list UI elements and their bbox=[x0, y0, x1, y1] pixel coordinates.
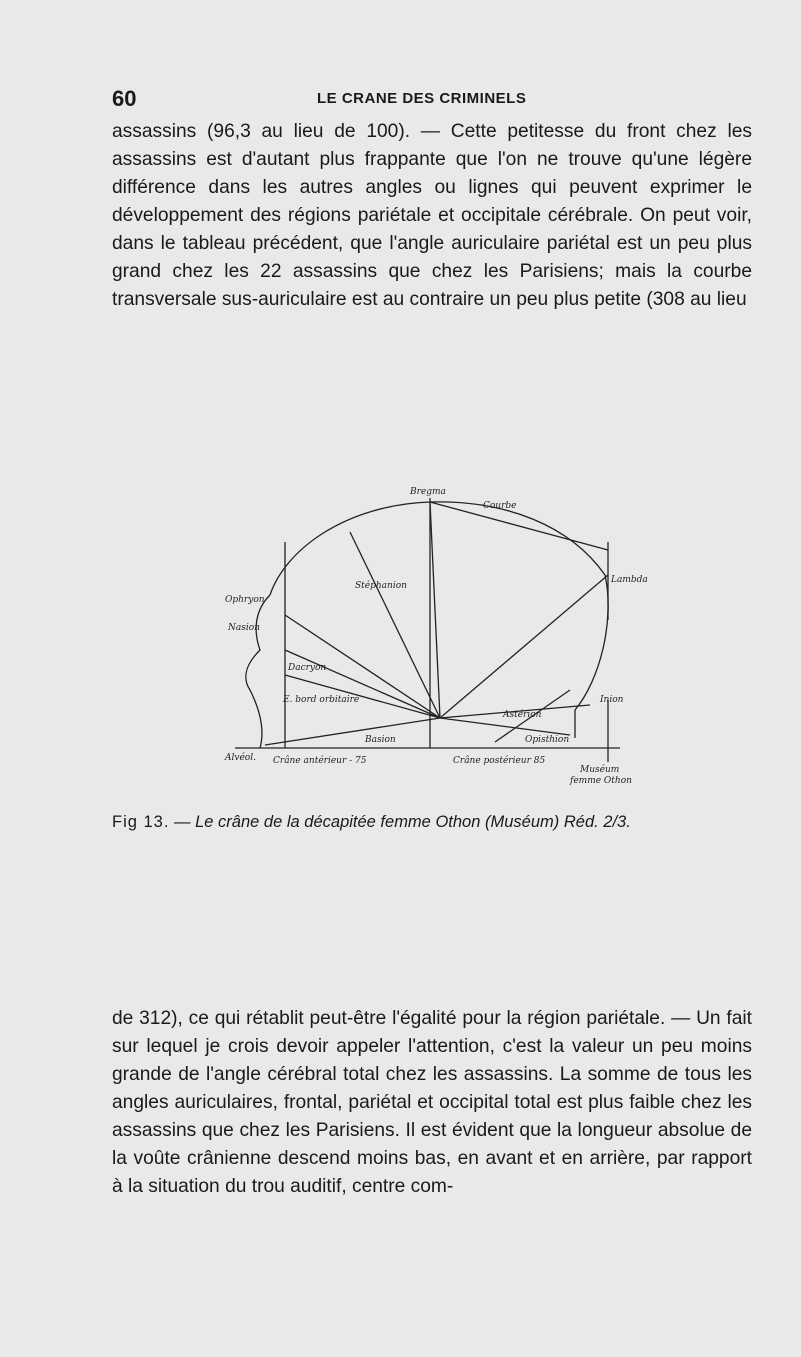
line-stephanion bbox=[350, 532, 440, 718]
skull-diagram bbox=[225, 480, 648, 786]
page-header bbox=[112, 86, 752, 116]
paragraph-bottom: de 312), ce qui rétablit peut-être l'égalité pour la région pariétale. — Un fait sur lequel je crois devoir appeler l'attention, c'est la valeur un peu moins grande de l'angle cérébral total chez les assassins. La somme de tous les angles auriculaires, frontal, pariétal et occipital total est plus faible chez les assassins que chez les Parisiens. Il est évident que la longueur absolue de la voûte crânienne descend moins bas, en avant et en arrière, par rapport à la situation du trou auditif, centre com- bbox=[112, 1008, 752, 1197]
page-number: 60 bbox=[112, 86, 137, 111]
line-lambda bbox=[440, 575, 608, 718]
label-lambda: Lambda bbox=[611, 575, 648, 585]
label-bord-orbitaire: E. bord orbitaire bbox=[283, 695, 360, 705]
line-dacryon bbox=[285, 650, 440, 718]
line-alveolar bbox=[265, 718, 440, 745]
label-ophryon: Ophryon bbox=[225, 595, 265, 605]
label-nasion: Nasion bbox=[228, 623, 260, 633]
line-opisthion bbox=[440, 718, 570, 735]
label-femme-othon: femme Othon bbox=[570, 776, 632, 786]
caption-dash: — bbox=[169, 813, 196, 831]
label-asterion: Astérion bbox=[503, 710, 542, 720]
label-inion: Inion bbox=[600, 695, 624, 705]
paragraph-top: assassins (96,3 au lieu de 100). — Cette petitesse du front chez les assassins est d'autant plus frappante que l'on ne trouve qu'une légère différence dans les autres angles ou lignes qui peuvent exprimer le développement des régions pariétale et occipitale cérébrale. On peut voir, dans le tableau précédent, que l'angle auriculaire pariétal est un peu plus grand chez les 22 assassins que chez les Parisiens; mais la courbe transversale sus-auriculaire est au contraire un peu plus petite (308 au lieu bbox=[112, 121, 752, 310]
label-dacryon: Dacryon bbox=[288, 663, 327, 673]
label-opisthion: Opisthion bbox=[525, 735, 570, 745]
label-crane-posterieur: Crâne postérieur 85 bbox=[453, 756, 546, 766]
label-courbe: Courbe bbox=[483, 501, 517, 511]
caption-fig-label: Fig 13. bbox=[112, 813, 170, 831]
line-bregma bbox=[430, 502, 440, 718]
caption-reduction: Réd. 2/3. bbox=[563, 813, 631, 831]
frontal-profile bbox=[246, 595, 270, 748]
label-stephanion: Stéphanion bbox=[355, 581, 407, 591]
label-crane-anterieur: Crâne antérieur - 75 bbox=[273, 756, 367, 766]
figure-caption: Fig 13. — Le crâne de la décapitée femme Othon (Muséum) Réd. 2/3. bbox=[112, 813, 631, 831]
label-basion: Basion bbox=[365, 735, 396, 745]
running-title: LE CRANE DES CRIMINELS bbox=[317, 90, 527, 107]
label-bregma: Bregma bbox=[410, 487, 446, 497]
line-courbe bbox=[430, 502, 608, 550]
label-alveolaire: Alvéol. bbox=[225, 753, 256, 763]
caption-museum: Muséum bbox=[490, 813, 554, 831]
skull-diagram-figure bbox=[225, 480, 648, 786]
label-museum: Muséum bbox=[580, 765, 620, 775]
caption-title: Le crâne de la décapitée femme Othon bbox=[195, 813, 481, 831]
